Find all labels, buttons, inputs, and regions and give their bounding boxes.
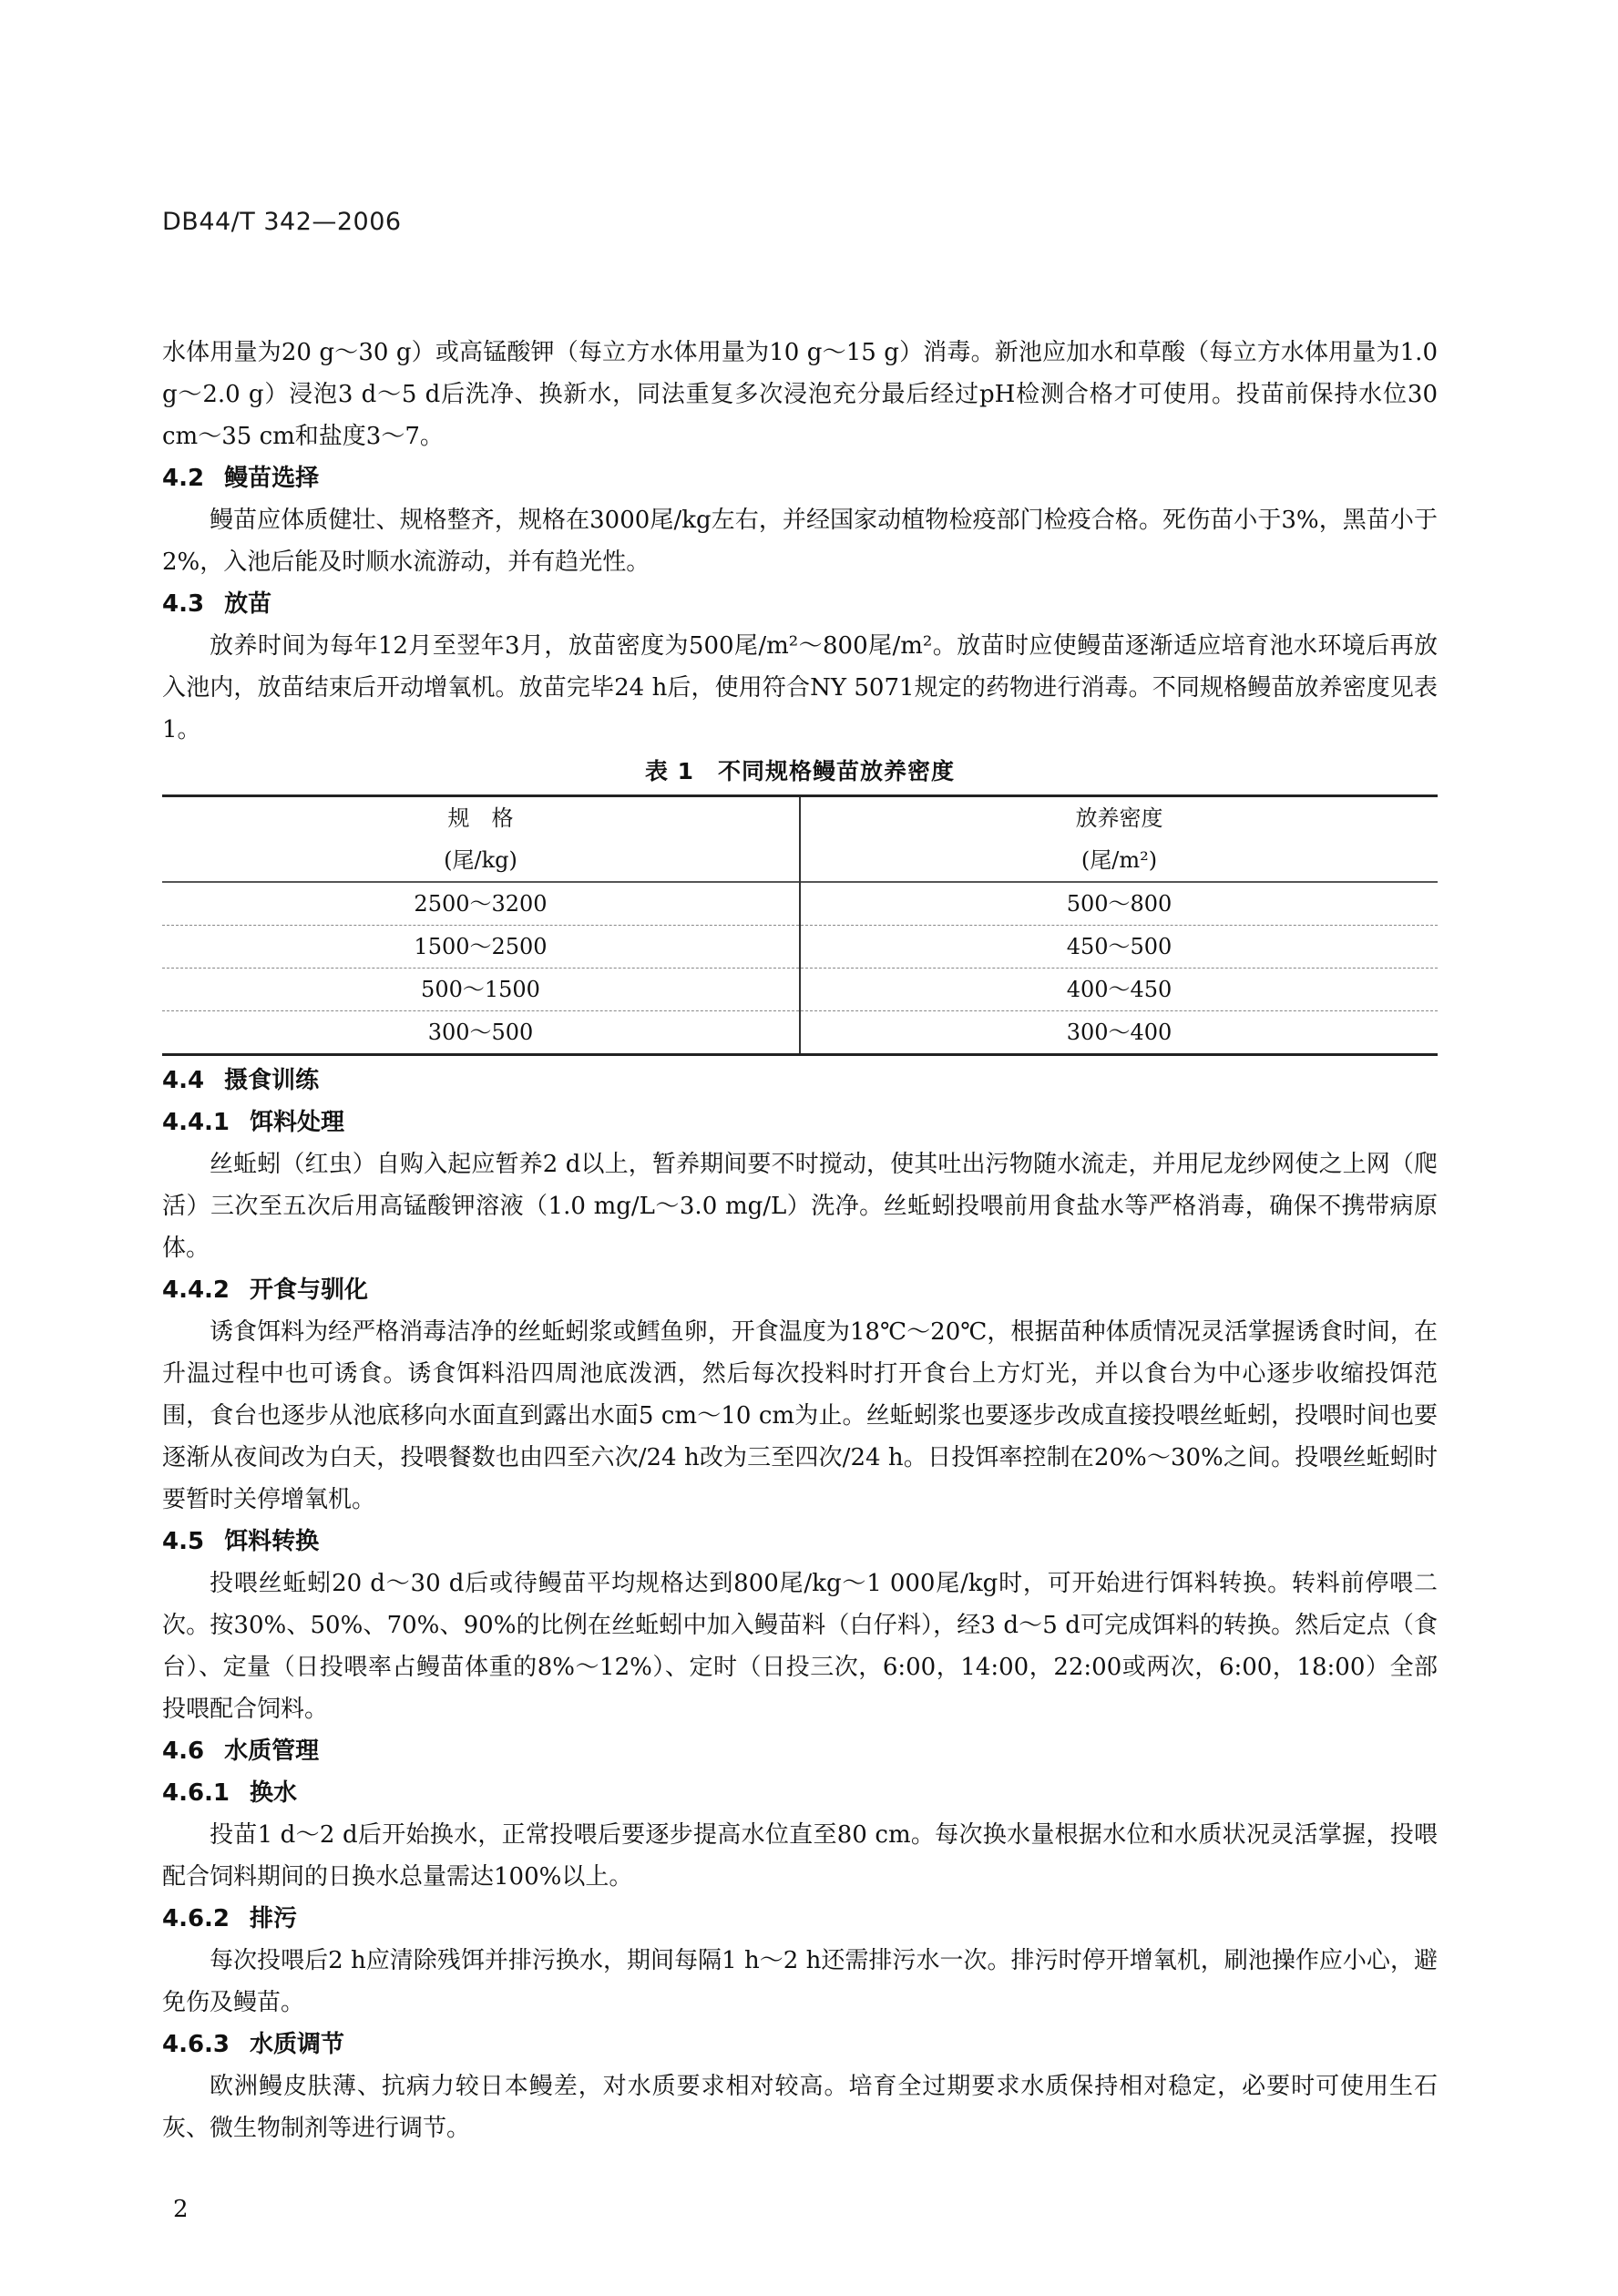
section-number: 4.3 [162, 590, 205, 618]
section-number: 4.5 [162, 1528, 205, 1555]
section-4-4-1-paragraph: 丝蚯蚓（红虫）自购入起应暂养2 d以上，暂养期间要不时搅动，使其吐出污物随水流走，并用尼龙纱网使之上网（爬活）三次至五次后用高锰酸钾溶液（1.0 mg/L～3.0 mg/L）洗净。丝蚯蚓投喂前用食盐水等严格消毒，确保不携带病原体。 [162, 1151, 1438, 1262]
section-4-6-1-paragraph: 投苗1 d～2 d后开始换水，正常投喂后要逐步提高水位直至80 cm。每次换水量根据水位和水质状况灵活掌握，投喂配合饲料期间的日换水总量需达100%以上。 [162, 1821, 1438, 1891]
section-number: 4.6 [162, 1737, 205, 1765]
document-code: DB44/T 342—2006 [162, 208, 402, 236]
section-heading-4-6-2 [162, 1898, 1438, 1940]
table-cell-spec: 500～1500 [162, 969, 800, 1011]
section-heading-4-6 [162, 1730, 1438, 1772]
section-heading-4-6-3 [162, 2024, 1438, 2065]
section-4-6-3-paragraph: 欧洲鳗皮肤薄、抗病力较日本鳗差，对水质要求相对较高。培育全过期要求水质保持相对稳定，必要时可使用生石灰、微生物制剂等进行调节。 [162, 2073, 1438, 2142]
table-row [162, 926, 1438, 969]
table-header-spec: 规 格 [162, 796, 800, 840]
section-title: 排污 [250, 1905, 298, 1932]
section-number: 4.6.1 [162, 1779, 230, 1807]
section-title: 开食与驯化 [250, 1276, 369, 1304]
section-number: 4.4.1 [162, 1109, 230, 1136]
section-4-4-2-paragraph: 诱食饵料为经严格消毒洁净的丝蚯蚓浆或鳕鱼卵，开食温度为18℃～20℃，根据苗种体质情况灵活掌握诱食时间，在升温过程中也可诱食。诱食饵料沿四周池底泼洒，然后每次投料时打开食台上方灯光，并以食台为中心逐步收缩投饵范围，食台也逐步从池底移向水面直到露出水面5 cm～10 cm为止。丝蚯蚓浆也要逐步改成直接投喂丝蚯蚓，投喂时间也要逐渐从夜间改为白天，投喂餐数也由四至六次/24 h改为三至四次/24 h。日投饵率控制在20%～30%之间。投喂丝蚯蚓时要暂时关停增氧机。 [162, 1318, 1438, 1513]
document-body [162, 332, 1438, 2149]
table-cell-spec: 1500～2500 [162, 926, 800, 969]
page-number: 2 [173, 2196, 189, 2223]
table-cell-density: 400～450 [800, 969, 1438, 1011]
section-heading-4-4 [162, 1060, 1438, 1102]
intro-paragraph: 水体用量为20 g～30 g）或高锰酸钾（每立方水体用量为10 g～15 g）消毒。新池应加水和草酸（每立方水体用量为1.0 g～2.0 g）浸泡3 d～5 d后洗净、换新水，同法重复多次浸泡充分最后经过pH检测合格才可使用。投苗前保持水位30 cm～35 cm和盐度3～7。 [162, 339, 1438, 450]
section-title: 水质管理 [224, 1737, 320, 1765]
section-title: 摄食训练 [224, 1067, 320, 1094]
table-cell-density: 500～800 [800, 882, 1438, 926]
section-heading-4-4-1 [162, 1102, 1438, 1143]
section-title: 饵料转换 [224, 1528, 320, 1555]
section-number: 4.4 [162, 1067, 205, 1094]
section-number: 4.6.3 [162, 2031, 230, 2058]
section-4-6-2-paragraph: 每次投喂后2 h应清除残饵并排污换水，期间每隔1 h～2 h还需排污水一次。排污时停开增氧机，刷池操作应小心，避免伤及鳗苗。 [162, 1947, 1438, 2016]
section-4-5-paragraph: 投喂丝蚯蚓20 d～30 d后或待鳗苗平均规格达到800尾/kg～1 000尾/kg时，可开始进行饵料转换。转料前停喂二次。按30%、50%、70%、90%的比例在丝蚯蚓中加入鳗苗料（白仔料），经3 d～5 d可完成饵料的转换。然后定点（食台）、定量（日投喂率占鳗苗体重的8%～12%）、定时（日投三次，6:00，14:00，22:00或两次，6:00，18:00）全部投喂配合饲料。 [162, 1570, 1438, 1723]
section-title: 饵料处理 [250, 1109, 345, 1136]
table-cell-spec: 300～500 [162, 1011, 800, 1055]
section-title: 放苗 [224, 590, 272, 618]
table-cell-density: 450～500 [800, 926, 1438, 969]
section-heading-4-2 [162, 457, 1438, 499]
section-title: 鳗苗选择 [224, 465, 320, 492]
section-4-3-paragraph: 放养时间为每年12月至翌年3月，放苗密度为500尾/m²～800尾/m²。放苗时应使鳗苗逐渐适应培育池水环境后再放入池内，放苗结束后开动增氧机。放苗完毕24 h后，使用符合NY 5071规定的药物进行消毒。不同规格鳗苗放养密度见表1。 [162, 632, 1438, 743]
section-number: 4.6.2 [162, 1905, 230, 1932]
table-header-density-unit: (尾/m²) [1080, 847, 1158, 873]
table-header-density: 放养密度 [1075, 805, 1163, 831]
table-row [162, 969, 1438, 1011]
table-caption: 表 1 不同规格鳗苗放养密度 [644, 758, 956, 784]
section-heading-4-5 [162, 1521, 1438, 1563]
section-title: 水质调节 [250, 2031, 345, 2058]
section-4-2-paragraph: 鳗苗应体质健壮、规格整齐，规格在3000尾/kg左右，并经国家动植物检疫部门检疫合格。死伤苗小于3%，黑苗小于2%，入池后能及时顺水流游动，并有趋光性。 [162, 507, 1438, 576]
table-row [162, 1011, 1438, 1055]
table-cell-density: 300～400 [800, 1011, 1438, 1055]
section-heading-4-3 [162, 583, 1438, 625]
section-heading-4-4-2 [162, 1269, 1438, 1311]
section-number: 4.4.2 [162, 1276, 230, 1304]
table-header-spec-unit: (尾/kg) [162, 839, 800, 882]
section-number: 4.2 [162, 465, 205, 492]
section-heading-4-6-1 [162, 1772, 1438, 1814]
section-title: 换水 [250, 1779, 298, 1807]
table-cell-spec: 2500～3200 [162, 882, 800, 926]
stocking-density-table [162, 794, 1438, 1056]
table-row [162, 882, 1438, 926]
